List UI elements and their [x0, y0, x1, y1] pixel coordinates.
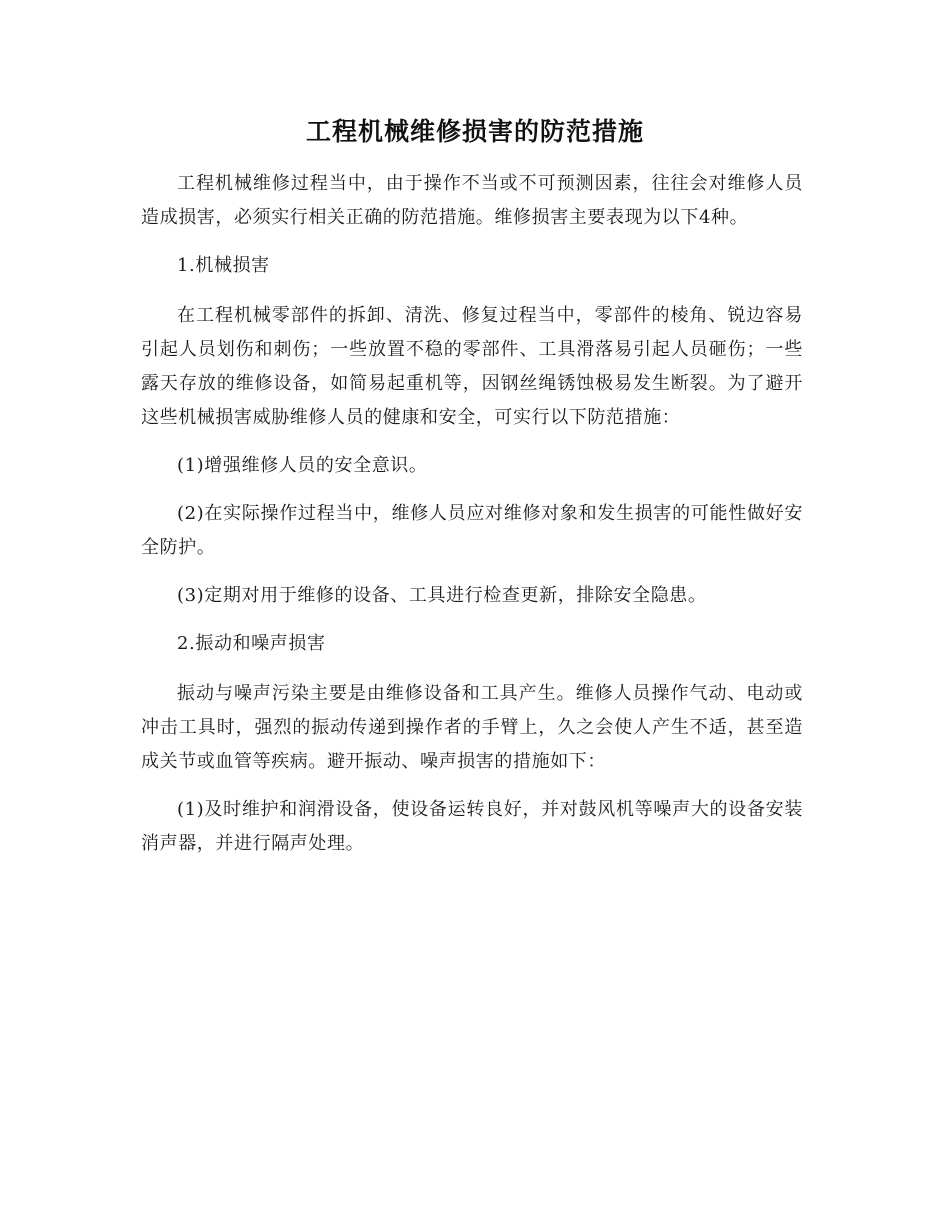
mechanical-measure-3: (3)定期对用于维修的设备、工具进行检查更新，排除安全隐患。: [177, 585, 707, 606]
vibration-measure-1: (1)及时维护和润滑设备，使设备运转良好，并对鼓风机等噪声大的设备安装消声器，并进行隔声处理。: [141, 799, 803, 854]
document-body: [141, 167, 803, 875]
mechanical-paragraph: 在工程机械零部件的拆卸、清洗、修复过程当中，零部件的棱角、锐边容易引起人员划伤和刺伤；一些放置不稳的零部件、工具滑落易引起人员砸伤；一些露天存放的维修设备，如简易起重机等，因钢丝绳锈蚀极易发生断裂。为了避开这些机械损害威胁维修人员的健康和安全，可实行以下防范措施：: [141, 305, 803, 428]
section-heading-mechanical: 1.机械损害: [177, 255, 270, 276]
section-heading-vibration: 2.振动和噪声损害: [177, 633, 326, 654]
document-title: 工程机械维修损害的防范措施: [305, 117, 644, 146]
mechanical-measure-1: (1)增强维修人员的安全意识。: [177, 455, 428, 476]
intro-paragraph: 工程机械维修过程当中，由于操作不当或不可预测因素，往往会对维修人员造成损害，必须实行相关正确的防范措施。维修损害主要表现为以下4种。: [141, 173, 803, 228]
mechanical-measure-2: (2)在实际操作过程当中，维修人员应对维修对象和发生损害的可能性做好安全防护。: [141, 503, 803, 558]
vibration-paragraph: 振动与噪声污染主要是由维修设备和工具产生。维修人员操作气动、电动或冲击工具时，强烈的振动传递到操作者的手臂上，久之会使人产生不适，甚至造成关节或血管等疾病。避开振动、噪声损害的措施如下：: [141, 683, 803, 772]
